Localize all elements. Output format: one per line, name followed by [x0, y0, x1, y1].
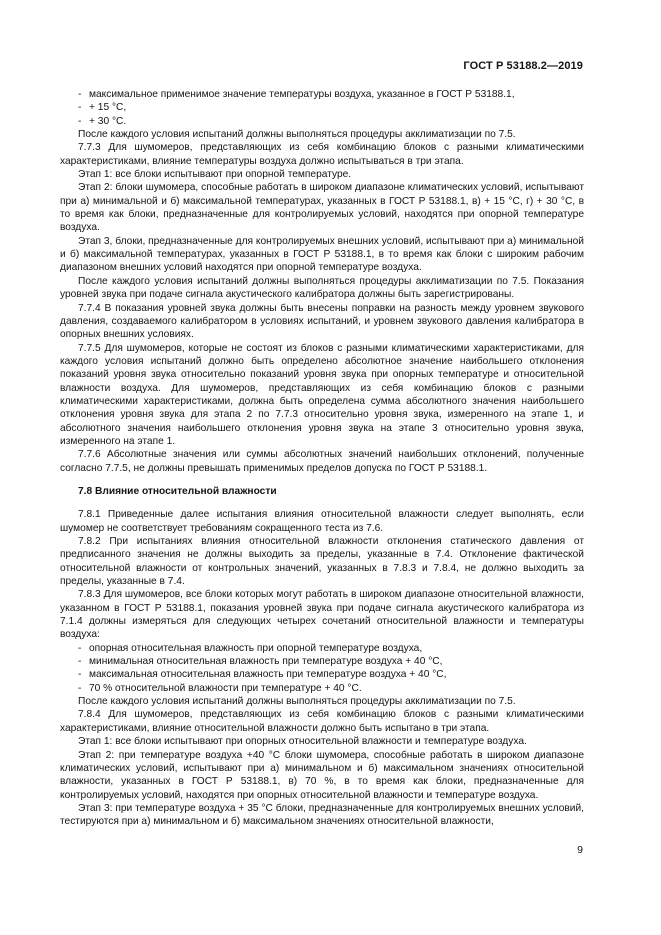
list-item [78, 642, 584, 655]
paragraph: 7.8.3 Для шумомеров, все блоки которых могут работать в широком диапазоне относительной влажности, указанном в ГОСТ Р 53188.1, показания уровней звука при подаче сигнала акустического калибратора из 7.1.4 должны измеряться для следующих четырех сочетаний относительной влажности и температуры воздуха: [60, 589, 584, 641]
paragraph: 7.8.4 Для шумомеров, представляющих из себя комбинацию блоков с разными климатическими характеристиками, влияние относительной влажности должно быть испытано в три этапа. [60, 709, 584, 734]
list-item [78, 101, 584, 114]
list-item-text: опорная относительная влажность при опорной температуре воздуха, [89, 642, 423, 654]
paragraph: Этап 3: при температуре воздуха + 35 °С блоки, предназначенные для контролируемых внешних условий, тестируются при а) минимальном и б) максимальном значениях относительной влажности, [60, 802, 584, 828]
page-footer [577, 844, 583, 856]
paragraph: Этап 1: все блоки испытывают при опорной температуре. [78, 169, 352, 181]
list-item-text: + 30 °С. [89, 115, 127, 127]
document-header [463, 60, 583, 72]
document-id: ГОСТ Р 53188.2—2019 [463, 60, 583, 72]
list-item [78, 682, 584, 695]
paragraph: После каждого условия испытаний должны выполняться процедуры акклиматизации по 7.5. Показания уровней звука при подаче сигнала акустического калибратора должны быть зарегистрированы. [60, 275, 584, 301]
list-dash: - [78, 682, 82, 694]
document-body [60, 88, 584, 829]
list-item [78, 88, 584, 101]
paragraph: Этап 1: все блоки испытывают при опорных относительной влажности и температуре воздуха. [78, 736, 527, 748]
list-dash: - [78, 642, 82, 654]
list-dash: - [78, 102, 82, 114]
list-item-text: максимальное применимое значение температуры воздуха, указанное в ГОСТ Р 53188.1, [89, 89, 515, 100]
list-dash: - [78, 656, 82, 668]
page-number: 9 [577, 844, 583, 856]
paragraph: Этап 2: при температуре воздуха +40 °С блоки шумомера, способные работать в широком диапазоне климатических условий, испытывают при а) минимальном и б) максимальном значениях относительной влажности, указанных в ГОСТ Р 53188.1, в) 70 %, в то время как блоки, предназначенные для контролируемых условий, находятся при опорных относительной влажности и температуре воздуха. [60, 749, 584, 801]
list-dash: - [78, 115, 82, 127]
paragraph: 7.8.2 При испытаниях влияния относительной влажности отклонения статического давления от предписанного значения не должны выходить за пределы, указанные в 7.4. Отклонение фактической относительной влажности от контрольных значений, указанных в 7.8.3 и 7.8.4, не должно выходить за пределы, указанные в 7.4. [60, 536, 584, 588]
paragraph: 7.7.4 В показания уровней звука должны быть внесены поправки на разность между уровнем звукового давления, создаваемого калибратором в условиях испытаний, и уровнем звукового давления калибратора в опорных внешних условиях. [60, 302, 584, 341]
list-dash: - [78, 669, 82, 681]
paragraph: Этап 2: блоки шумомера, способные работать в широком диапазоне климатических условий, испытывают при а) минимальной и б) максимальной температурах, указанных в ГОСТ Р 53188.1, в) + 15 °С, г) + 30 °С, в то время как блоки, предназначенные для контролируемых условий, находятся при опорной температуре воздуха. [60, 182, 584, 234]
paragraph: 7.8.1 Приведенные далее испытания влияния относительной влажности следует выполнять, если шумомер не соответствует требованиям сокращенного теста из 7.6. [60, 509, 584, 534]
paragraph: 7.7.6 Абсолютные значения или суммы абсолютных значений наибольших отклонений, полученные согласно 7.7.5, не должны превышать применимых пределов допуска по ГОСТ Р 53188.1. [60, 449, 584, 474]
list-item-text: + 15 °С, [89, 102, 127, 114]
section-heading: 7.8 Влияние относительной влажности [78, 485, 277, 497]
list-item-text: максимальная относительная влажность при температуре воздуха + 40 °С, [89, 669, 447, 681]
list-item-text: 70 % относительной влажности при температуре + 40 °С. [89, 682, 362, 694]
paragraph: 7.7.3 Для шумомеров, представляющих из себя комбинацию блоков с разными климатическими характеристиками, влияние температуры воздуха должно испытываться в три этапа. [60, 142, 584, 167]
list-item [78, 115, 584, 128]
list-item-text: минимальная относительная влажность при температуре воздуха + 40 °С, [89, 656, 443, 668]
list-item [78, 668, 584, 681]
paragraph: 7.7.5 Для шумомеров, которые не состоят из блоков с разными климатическими характеристиками, для каждого условия испытаний должно быть определено абсолютное значение наибольшего отклонения показаний уровня звука относительно показаний уровня звука при опорных температуре и относительной влажности воздуха. Для шумомеров, представляющих из себя комбинацию блоков с разными климатическими характеристиками, должна быть определена сумма абсолютного значения наибольшего отклонения уровня звука для этапа 2 по 7.7.3 относительно уровня звука, измеренного на этапе 1, и абсолютного значения наибольшего отклонения уровня звука на этапе 3 относительно уровня звука, измеренного на этапе 1. [60, 342, 584, 447]
paragraph: После каждого условия испытаний должны выполняться процедуры акклиматизации по 7.5. [78, 696, 516, 708]
paragraph: Этап 3, блоки, предназначенные для контролируемых внешних условий, испытывают при а) минимальной и б) максимальной температурах, указанных в ГОСТ Р 53188.1, в то время как блоки с широким рабочим диапазоном внешних условий находятся при опорной температуре воздуха. [60, 235, 584, 274]
list-item [78, 655, 584, 668]
list-dash: - [78, 89, 82, 100]
paragraph: После каждого условия испытаний должны выполняться процедуры акклиматизации по 7.5. [78, 129, 516, 141]
